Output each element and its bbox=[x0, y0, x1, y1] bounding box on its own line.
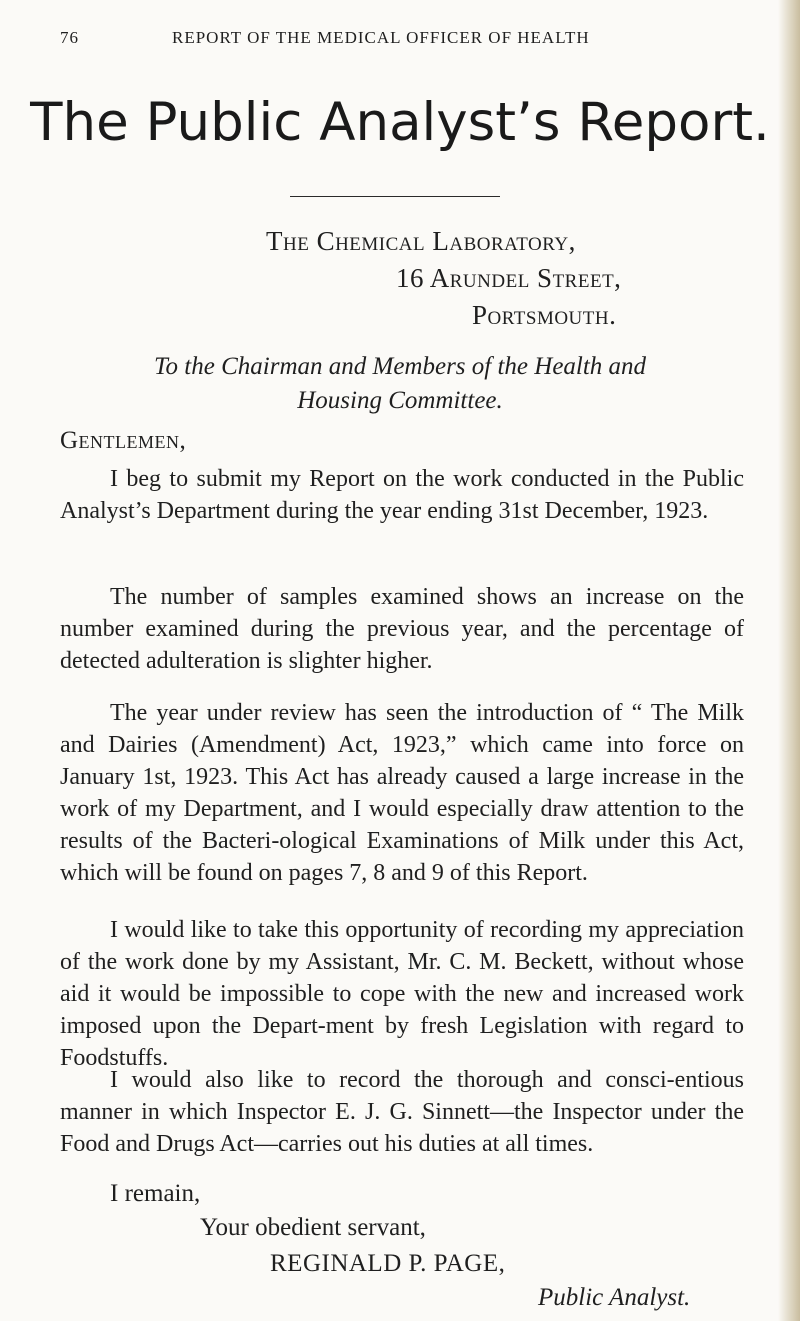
closing-remain: I remain, bbox=[110, 1180, 201, 1207]
paragraph-1: I beg to submit my Report on the work conducted in the Public Analyst’s Department during the year ending 31st December, 1923. bbox=[60, 466, 744, 524]
signature-name: REGINALD P. PAGE, bbox=[270, 1250, 506, 1277]
page-edge-shadow bbox=[778, 0, 800, 1321]
report-title: The Public Analyst’s Report. bbox=[30, 92, 770, 153]
paragraph-3: The year under review has seen the introduction of “ The Milk and Dairies (Amendment) Act, 1923,” which came into force on January 1st, 1923. This Act has already caused a large increase in the work of my Department, and I would especially draw attention to the results of the Bacteri-ological Examinations of Milk under this Act, which will be found on pages 7, 8 and 9 of this Report. bbox=[60, 700, 744, 886]
page-number: 76 bbox=[60, 28, 79, 47]
paragraph-4: I would like to take this opportunity of recording my appreciation of the work done by my Assistant, Mr. C. M. Beckett, without whose aid it would be impossible to cope with the new and increased work imposed upon the Depart-ment by fresh Legislation with regard to Foodstuffs. bbox=[60, 917, 744, 1071]
signature-role: Public Analyst. bbox=[538, 1284, 691, 1311]
running-title: REPORT OF THE MEDICAL OFFICER OF HEALTH bbox=[172, 28, 590, 47]
paragraph-2: The number of samples examined shows an increase on the number examined during the previous year, and the percentage of detected adulteration is slighter higher. bbox=[60, 584, 744, 674]
paragraph-5: I would also like to record the thorough and consci-entious manner in which Inspector E. J. G. Sinnett—the Inspector under the Food and Drugs Act—carries out his duties at all times. bbox=[60, 1067, 744, 1157]
closing-servant: Your obedient servant, bbox=[200, 1214, 426, 1241]
title-divider bbox=[290, 196, 500, 197]
address-line-3: Portsmouth. bbox=[472, 300, 617, 330]
addressee-line-2: Housing Committee. bbox=[297, 387, 503, 414]
addressee-line-1: To the Chairman and Members of the Health and bbox=[153, 353, 647, 380]
address-line-2: 16 Arundel Street, bbox=[396, 263, 622, 293]
salutation: Gentlemen, bbox=[60, 427, 187, 454]
address-line-1: The Chemical Laboratory, bbox=[266, 226, 576, 256]
addressee bbox=[0, 350, 800, 418]
